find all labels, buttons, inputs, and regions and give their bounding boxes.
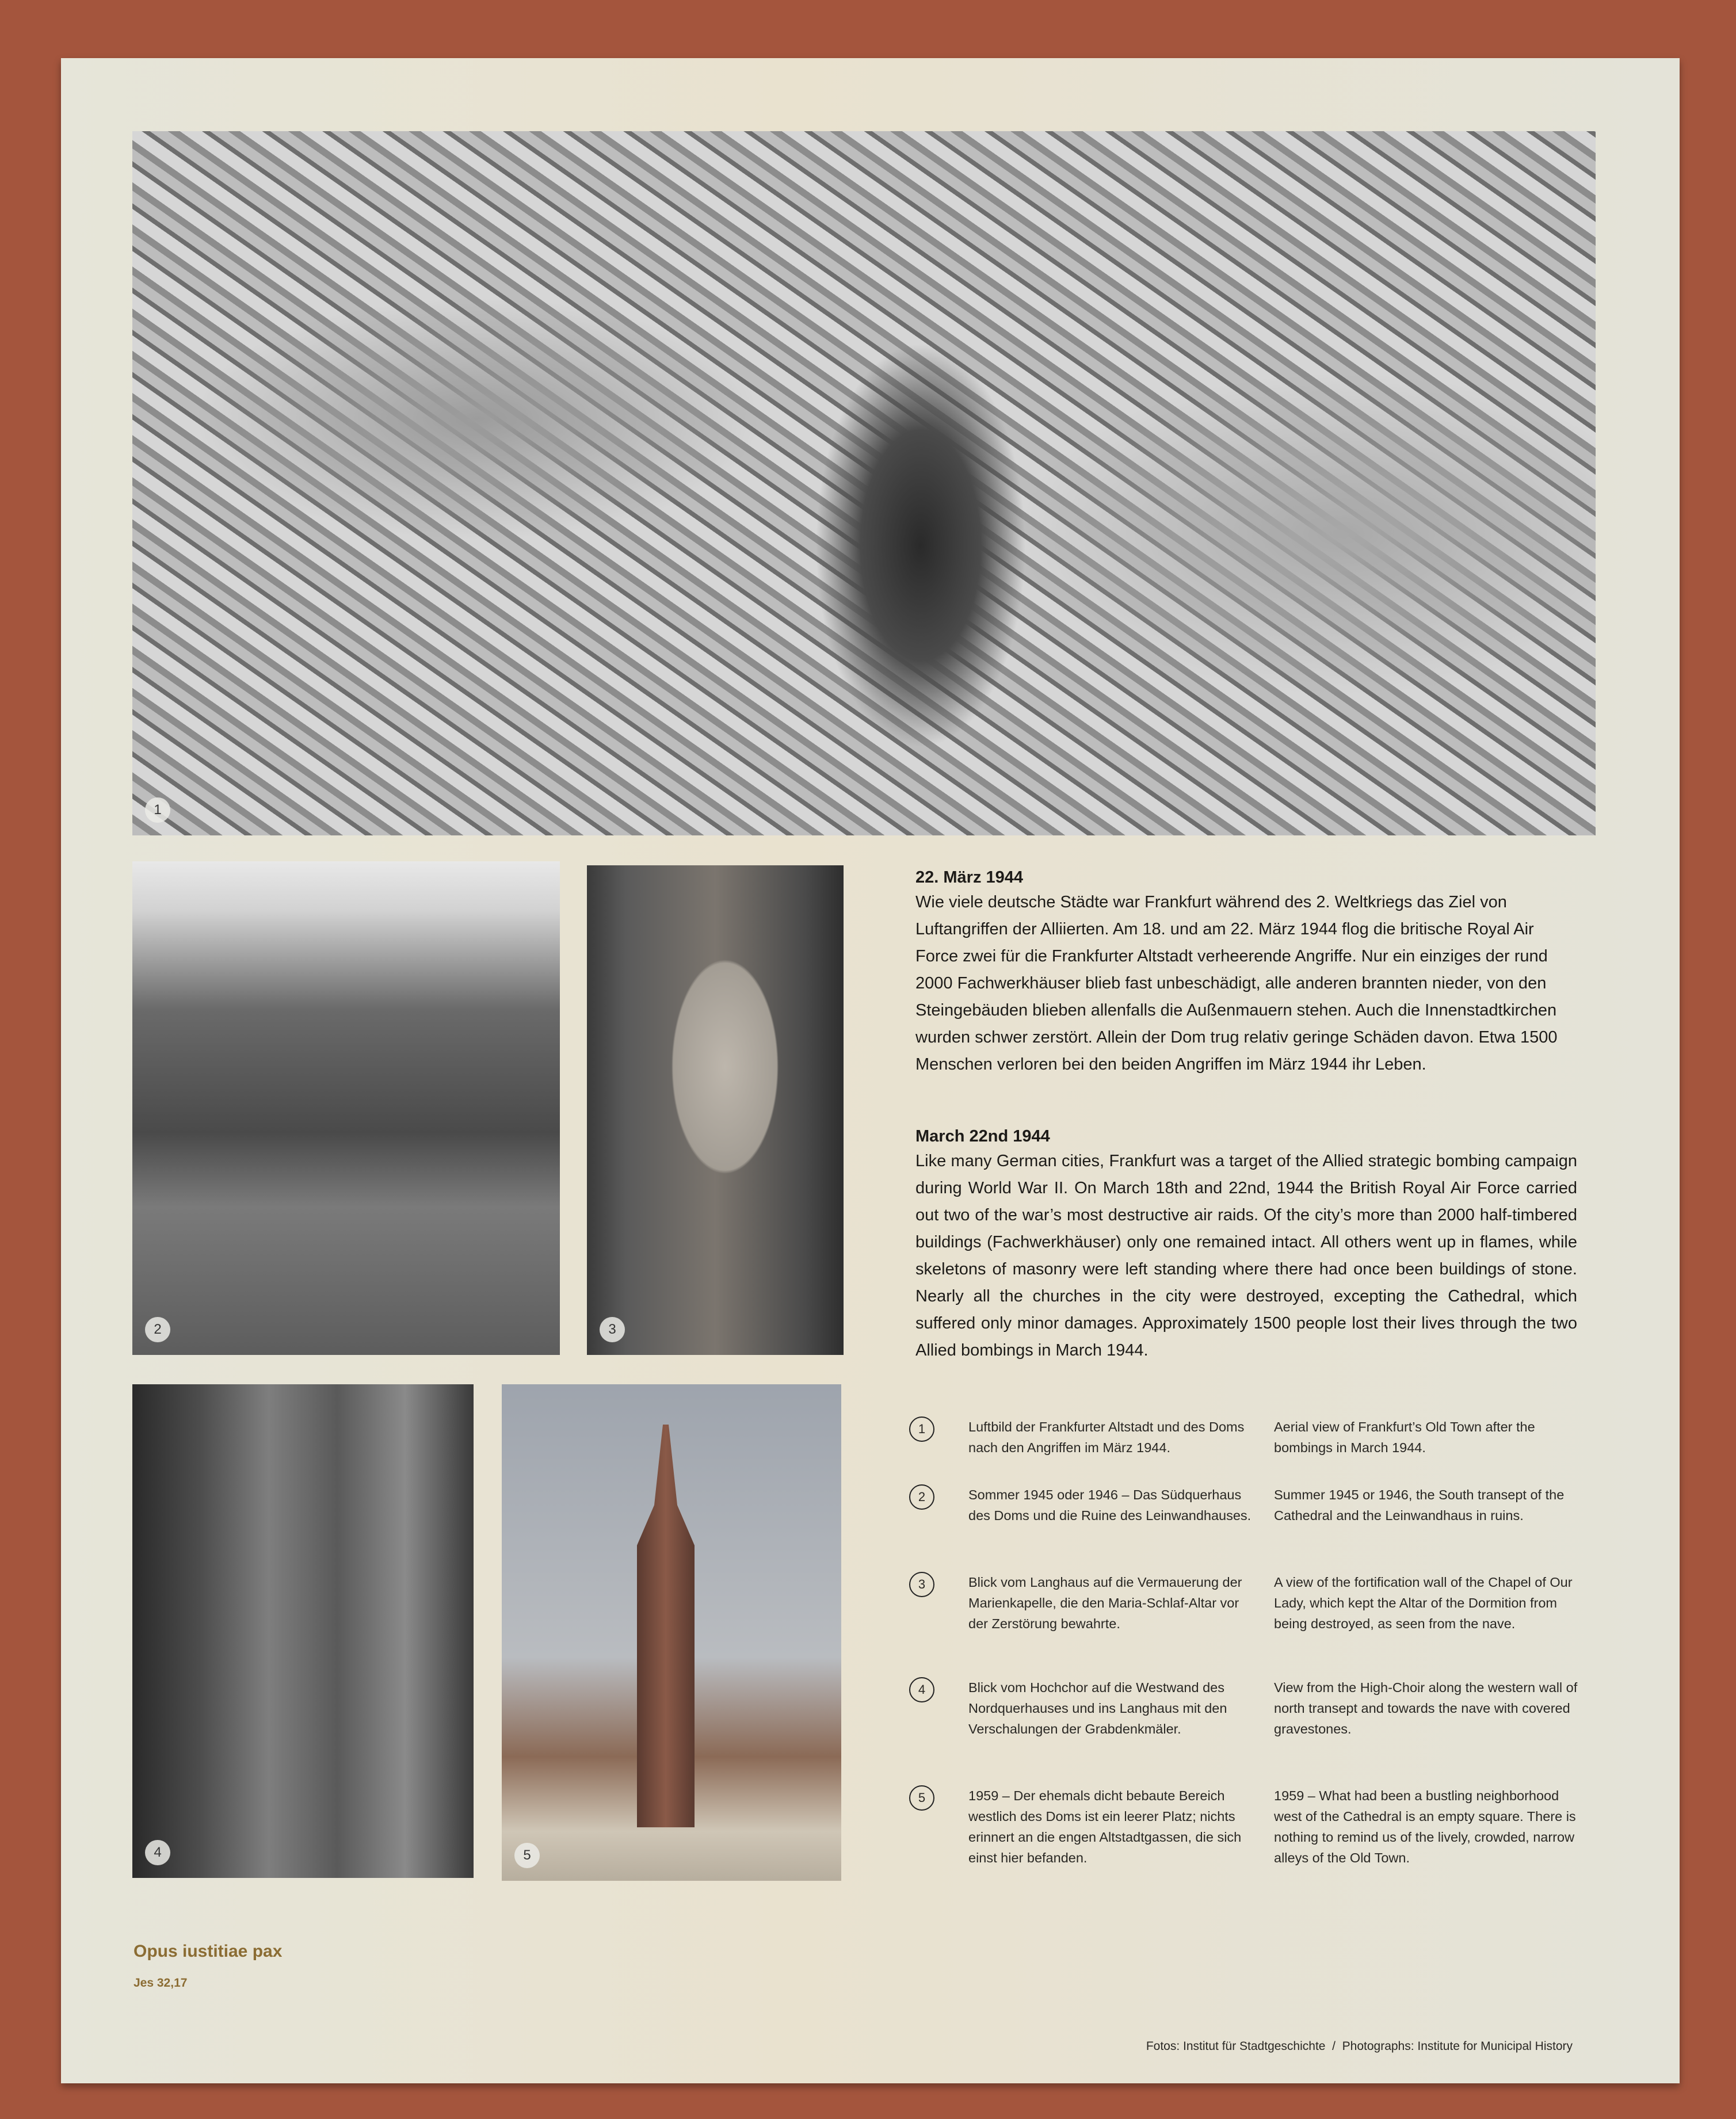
photo-credits: Fotos: Institut für Stadtgeschichte / Photographs: Institute for Municipal History	[1146, 2040, 1573, 2053]
german-body: Wie viele deutsche Städte war Frankfurt während des 2. Weltkriegs das Ziel von Luftangriffen der Alliierten. Am 18. und am 22. März 1944 flog die britische Royal Air Force zwei für die Frankfurter Altstadt verheerende Angriffe. Nur ein einziges der rund 2000 Fachwerkhäuser blieb fast unbeschädigt, alle anderen brannten nieder, von den Steingebäuden blieben allenfalls die Außenmauern stehen. Auch die Innenstadtkirchen wurden schwer zerstört. Allein der Dom trug relativ geringe Schäden davon. Etwa 1500 Menschen verloren bei den beiden Angriffen im März 1944 ihr Leben.	[915, 893, 1558, 1074]
caption-english: Aerial view of Frankfurt’s Old Town after the bombings in March 1944.	[1274, 1419, 1535, 1455]
caption-german: Luftbild der Frankfurter Altstadt und des Doms nach den Angriffen im März 1944.	[968, 1419, 1245, 1455]
caption-german: Blick vom Langhaus auf die Vermauerung der Marienkapelle, die den Maria-Schlaf-Altar vor der Zerstörung bewahrte.	[968, 1575, 1242, 1631]
photo-number: 3	[600, 1317, 625, 1342]
photo-number: 1	[145, 797, 170, 823]
photo-cathedral-1959	[502, 1384, 841, 1881]
caption-number: 4	[909, 1677, 934, 1702]
bible-reference: Jes 32,17	[133, 1976, 188, 1990]
photo-number: 2	[145, 1317, 170, 1342]
cathedral-tower	[637, 1425, 695, 1827]
caption-german: Blick vom Hochchor auf die Westwand des Nordquerhauses und ins Langhaus mit den Verschalungen der Grabdenkmäler.	[968, 1680, 1227, 1736]
caption-number: 3	[909, 1572, 934, 1597]
caption-english: A view of the fortification wall of the Chapel of Our Lady, which kept the Altar of the Dormition from being destroyed, as seen from the nave.	[1274, 1575, 1573, 1631]
german-text	[915, 866, 1577, 1078]
caption-english: Summer 1945 or 1946, the South transept of the Cathedral and the Leinwandhaus in ruins.	[1274, 1487, 1565, 1523]
german-heading: 22. März 1944	[915, 868, 1024, 887]
photo-number: 5	[514, 1843, 540, 1868]
caption-english: 1959 – What had been a bustling neighborhood west of the Cathedral is an empty square. There is nothing to remind us of the lively, crowded, narrow alleys of the Old Town.	[1274, 1788, 1576, 1865]
photo-fortification-wall	[587, 865, 844, 1355]
english-text	[915, 1125, 1577, 1364]
caption-number: 5	[909, 1785, 934, 1811]
caption-number: 2	[909, 1484, 934, 1510]
photo-aerial-view	[132, 131, 1596, 835]
english-heading: March 22nd 1944	[915, 1127, 1050, 1146]
caption-german: Sommer 1945 oder 1946 – Das Südquerhaus des Doms und die Ruine des Leinwandhauses.	[968, 1487, 1252, 1523]
photo-number: 4	[145, 1840, 170, 1865]
caption-number: 1	[909, 1417, 934, 1442]
english-body: Like many German cities, Frankfurt was a target of the Allied strategic bombing campaign during World War II. On March 18th and 22nd, 1944 the British Royal Air Force carried out two of the war’s most destructive air raids. Of the city’s more than 2000 half-timbered buildings (Fachwerkhäuser) only one remained intact. All others went up in flames, while skeletons of masonry were left standing where there had once been buildings of stone. Nearly all the churches in the city were destroyed, excepting the Cathedral, which suffered only minor damages. Approximately 1500 people lost their lives through the two Allied bombings in March 1944.	[915, 1152, 1577, 1360]
caption-german: 1959 – Der ehemals dicht bebaute Bereich westlich des Doms ist ein leerer Platz; nichts erinnert an die engen Altstadtgassen, die sich einst hier befanden.	[968, 1788, 1242, 1865]
caption-english: View from the High-Choir along the western wall of north transept and towards the nave with covered gravestones.	[1274, 1680, 1578, 1736]
photo-south-transept	[132, 861, 560, 1355]
photo-high-choir-view	[132, 1384, 474, 1878]
motto: Opus iustitiae pax	[133, 1942, 283, 1961]
